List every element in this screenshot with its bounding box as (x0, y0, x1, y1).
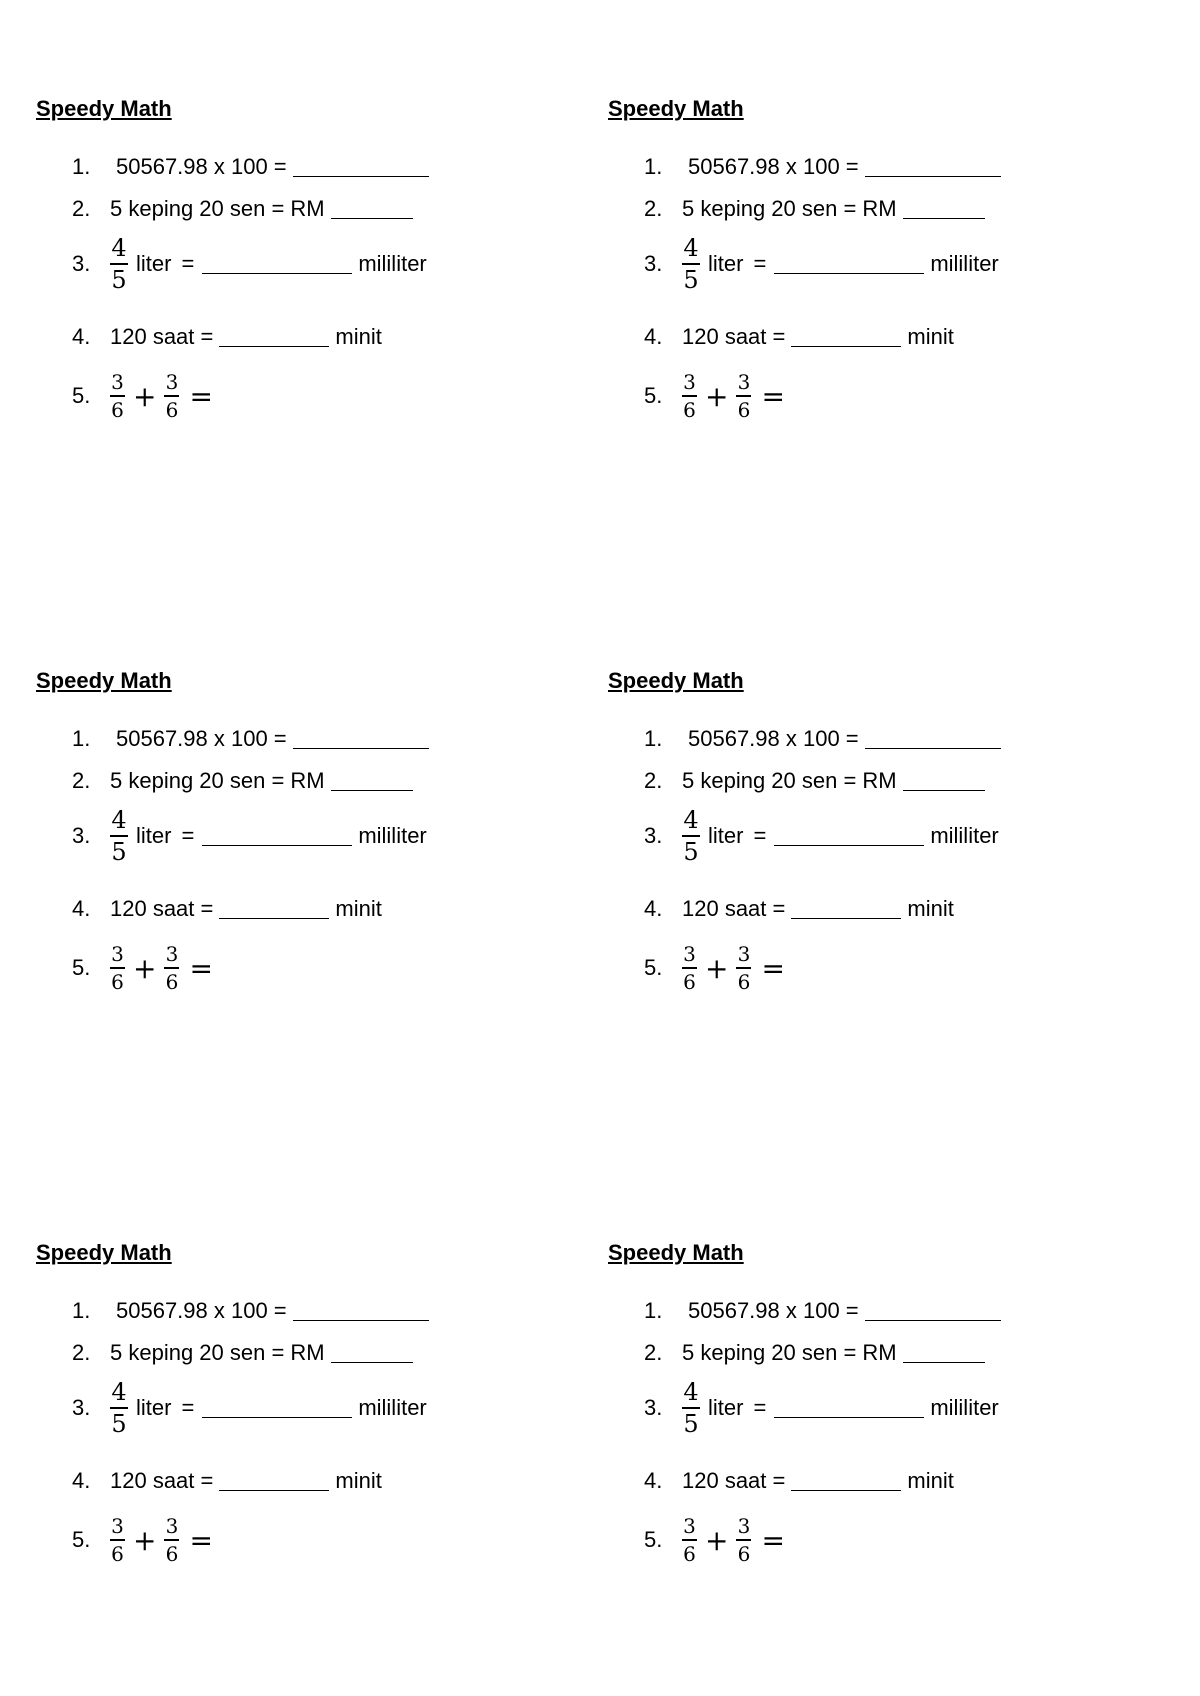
question-1 (644, 1298, 1001, 1324)
equals-sign: = (181, 823, 195, 848)
fraction-bar (682, 967, 697, 969)
answer-blank[interactable] (865, 730, 1001, 749)
worksheet-title: Speedy Math (608, 1240, 744, 1265)
answer-blank[interactable] (331, 772, 413, 791)
equals-sign: = (753, 823, 767, 848)
fraction-bar (110, 1407, 128, 1409)
unit-label: minit (907, 1468, 954, 1493)
question-text: 50567.98 x 100 = (688, 154, 859, 179)
fraction-denominator: 6 (737, 398, 751, 422)
fraction (110, 808, 128, 864)
answer-blank[interactable] (331, 200, 413, 219)
answer-blank[interactable] (903, 200, 985, 219)
fraction-numerator: 4 (683, 1378, 699, 1406)
question-text: 50567.98 x 100 = (688, 1298, 859, 1323)
fraction (682, 808, 700, 864)
question-text: 120 saat = (110, 324, 214, 349)
equals-sign: = (753, 251, 767, 276)
fraction-numerator: 3 (111, 942, 124, 966)
unit-label: liter (136, 251, 172, 276)
answer-blank[interactable] (202, 255, 352, 274)
fraction (736, 944, 751, 992)
equals-sign: = (189, 379, 213, 413)
question-number: 1. (644, 1298, 663, 1323)
question-text: 5 keping 20 sen = RM (682, 768, 897, 793)
fraction-bar (164, 1539, 179, 1541)
question-1 (644, 726, 1001, 752)
fraction-bar (736, 395, 751, 397)
fraction-bar (110, 835, 128, 837)
fraction-numerator: 3 (111, 370, 124, 394)
question-number: 1. (72, 1298, 91, 1323)
fraction-denominator: 6 (111, 970, 124, 994)
answer-blank[interactable] (293, 158, 429, 177)
worksheet-title: Speedy Math (36, 668, 172, 693)
question-text: 120 saat = (682, 896, 786, 921)
fraction-denominator: 6 (111, 1542, 124, 1566)
question-2 (644, 768, 985, 794)
unit-label: liter (136, 1395, 172, 1420)
question-4 (72, 324, 382, 350)
question-number: 5. (72, 383, 91, 408)
question-text: 50567.98 x 100 = (116, 1298, 287, 1323)
question-2 (72, 196, 413, 222)
fraction-bar (110, 263, 128, 265)
plus-sign: + (133, 379, 157, 413)
fraction (682, 236, 700, 292)
equals-sign: = (189, 1523, 213, 1557)
question-2 (644, 1340, 985, 1366)
question-4 (644, 1468, 954, 1494)
fraction-bar (110, 967, 125, 969)
question-number: 2. (644, 768, 663, 793)
question-text: 120 saat = (682, 1468, 786, 1493)
fraction-bar (110, 1539, 125, 1541)
question-3 (72, 808, 427, 864)
question-text: 120 saat = (110, 1468, 214, 1493)
fraction-denominator: 6 (165, 970, 179, 994)
result-unit-label: mililiter (358, 1395, 427, 1420)
question-text: 50567.98 x 100 = (688, 726, 859, 751)
fraction-bar (736, 1539, 751, 1541)
equals-sign: = (761, 1523, 785, 1557)
answer-blank[interactable] (903, 1344, 985, 1363)
question-5 (72, 944, 221, 992)
question-number: 2. (644, 196, 663, 221)
question-3 (644, 1380, 999, 1436)
unit-label: minit (335, 896, 382, 921)
question-number: 4. (72, 1468, 91, 1493)
result-unit-label: mililiter (930, 251, 999, 276)
fraction-denominator: 6 (165, 398, 179, 422)
question-number: 2. (72, 768, 91, 793)
unit-label: liter (708, 1395, 744, 1420)
result-unit-label: mililiter (930, 1395, 999, 1420)
question-1 (644, 154, 1001, 180)
fraction-numerator: 3 (683, 1514, 696, 1538)
question-2 (72, 1340, 413, 1366)
result-unit-label: mililiter (358, 823, 427, 848)
question-number: 3. (644, 251, 663, 276)
fraction (110, 1380, 128, 1436)
answer-blank[interactable] (202, 827, 352, 846)
question-1 (72, 726, 429, 752)
fraction (682, 1516, 697, 1564)
question-text: 50567.98 x 100 = (116, 154, 287, 179)
fraction-numerator: 4 (683, 234, 699, 262)
fraction-bar (164, 395, 179, 397)
question-number: 5. (72, 1527, 91, 1552)
unit-label: minit (907, 324, 954, 349)
answer-blank[interactable] (293, 1302, 429, 1321)
fraction-denominator: 6 (683, 1542, 696, 1566)
worksheet-title: Speedy Math (608, 96, 744, 121)
plus-sign: + (705, 379, 729, 413)
worksheet-title: Speedy Math (36, 1240, 172, 1265)
question-2 (72, 768, 413, 794)
question-number: 1. (72, 726, 91, 751)
fraction-numerator: 3 (683, 370, 696, 394)
plus-sign: + (705, 1523, 729, 1557)
question-number: 3. (644, 1395, 663, 1420)
question-number: 3. (72, 251, 91, 276)
answer-blank[interactable] (865, 1302, 1001, 1321)
answer-blank[interactable] (774, 255, 924, 274)
question-text: 5 keping 20 sen = RM (110, 196, 325, 221)
fraction-bar (682, 835, 700, 837)
question-5 (644, 1516, 793, 1564)
fraction (164, 372, 179, 420)
question-5 (644, 944, 793, 992)
question-3 (644, 236, 999, 292)
question-number: 2. (72, 196, 91, 221)
question-3 (644, 808, 999, 864)
plus-sign: + (705, 951, 729, 985)
equals-sign: = (181, 1395, 195, 1420)
question-3 (72, 236, 427, 292)
unit-label: minit (335, 1468, 382, 1493)
question-text: 50567.98 x 100 = (116, 726, 287, 751)
fraction-numerator: 3 (111, 1514, 124, 1538)
answer-blank[interactable] (219, 900, 329, 919)
fraction-numerator: 3 (165, 1514, 179, 1538)
result-unit-label: mililiter (358, 251, 427, 276)
fraction-numerator: 3 (165, 942, 179, 966)
question-text: 5 keping 20 sen = RM (682, 1340, 897, 1365)
question-number: 2. (72, 1340, 91, 1365)
fraction (110, 944, 125, 992)
question-5 (72, 1516, 221, 1564)
worksheet-title: Speedy Math (36, 96, 172, 121)
question-number: 1. (72, 154, 91, 179)
plus-sign: + (133, 1523, 157, 1557)
fraction-numerator: 3 (165, 370, 179, 394)
question-text: 5 keping 20 sen = RM (110, 1340, 325, 1365)
fraction (682, 372, 697, 420)
answer-blank[interactable] (791, 328, 901, 347)
question-number: 1. (644, 154, 663, 179)
question-number: 1. (644, 726, 663, 751)
question-4 (644, 324, 954, 350)
fraction (110, 372, 125, 420)
fraction-bar (736, 967, 751, 969)
fraction-denominator: 5 (111, 1410, 127, 1438)
answer-blank[interactable] (865, 158, 1001, 177)
fraction-denominator: 6 (111, 398, 124, 422)
unit-label: minit (907, 896, 954, 921)
unit-label: liter (136, 823, 172, 848)
fraction-bar (110, 395, 125, 397)
equals-sign: = (761, 379, 785, 413)
question-number: 3. (72, 823, 91, 848)
question-number: 4. (644, 1468, 663, 1493)
fraction-denominator: 6 (683, 398, 696, 422)
fraction (682, 1380, 700, 1436)
question-number: 5. (72, 955, 91, 980)
fraction (164, 1516, 179, 1564)
question-4 (72, 1468, 382, 1494)
question-number: 5. (644, 1527, 663, 1552)
question-4 (72, 896, 382, 922)
answer-blank[interactable] (219, 1472, 329, 1491)
question-text: 5 keping 20 sen = RM (682, 196, 897, 221)
fraction-numerator: 3 (737, 942, 751, 966)
equals-sign: = (761, 951, 785, 985)
answer-blank[interactable] (219, 328, 329, 347)
fraction (110, 1516, 125, 1564)
question-number: 4. (72, 896, 91, 921)
fraction-denominator: 6 (737, 970, 751, 994)
fraction-denominator: 5 (683, 838, 699, 866)
question-3 (72, 1380, 427, 1436)
fraction-numerator: 4 (111, 1378, 127, 1406)
question-number: 4. (644, 324, 663, 349)
unit-label: liter (708, 823, 744, 848)
fraction-denominator: 6 (165, 1542, 179, 1566)
question-text: 120 saat = (110, 896, 214, 921)
fraction-denominator: 5 (683, 1410, 699, 1438)
fraction-bar (682, 395, 697, 397)
answer-blank[interactable] (903, 772, 985, 791)
question-text: 5 keping 20 sen = RM (110, 768, 325, 793)
fraction (736, 372, 751, 420)
fraction (164, 944, 179, 992)
question-number: 5. (644, 955, 663, 980)
fraction-numerator: 3 (683, 942, 696, 966)
fraction-numerator: 4 (683, 806, 699, 834)
fraction-bar (682, 1539, 697, 1541)
question-text: 120 saat = (682, 324, 786, 349)
question-1 (72, 154, 429, 180)
fraction-bar (682, 263, 700, 265)
result-unit-label: mililiter (930, 823, 999, 848)
answer-blank[interactable] (202, 1399, 352, 1418)
fraction-numerator: 3 (737, 370, 751, 394)
unit-label: liter (708, 251, 744, 276)
worksheet-title: Speedy Math (608, 668, 744, 693)
unit-label: minit (335, 324, 382, 349)
question-number: 4. (72, 324, 91, 349)
question-2 (644, 196, 985, 222)
fraction-numerator: 4 (111, 806, 127, 834)
question-number: 2. (644, 1340, 663, 1365)
question-number: 4. (644, 896, 663, 921)
fraction (682, 944, 697, 992)
question-5 (644, 372, 793, 420)
fraction-numerator: 3 (737, 1514, 751, 1538)
equals-sign: = (753, 1395, 767, 1420)
answer-blank[interactable] (331, 1344, 413, 1363)
answer-blank[interactable] (293, 730, 429, 749)
question-number: 3. (644, 823, 663, 848)
fraction-bar (164, 967, 179, 969)
fraction-bar (682, 1407, 700, 1409)
equals-sign: = (181, 251, 195, 276)
question-1 (72, 1298, 429, 1324)
answer-blank[interactable] (791, 1472, 901, 1491)
answer-blank[interactable] (774, 1399, 924, 1418)
plus-sign: + (133, 951, 157, 985)
fraction-denominator: 5 (111, 266, 127, 294)
fraction (736, 1516, 751, 1564)
question-4 (644, 896, 954, 922)
answer-blank[interactable] (774, 827, 924, 846)
fraction (110, 236, 128, 292)
question-5 (72, 372, 221, 420)
question-number: 3. (72, 1395, 91, 1420)
answer-blank[interactable] (791, 900, 901, 919)
fraction-denominator: 6 (683, 970, 696, 994)
question-number: 5. (644, 383, 663, 408)
equals-sign: = (189, 951, 213, 985)
fraction-denominator: 5 (683, 266, 699, 294)
fraction-denominator: 6 (737, 1542, 751, 1566)
fraction-denominator: 5 (111, 838, 127, 866)
fraction-numerator: 4 (111, 234, 127, 262)
